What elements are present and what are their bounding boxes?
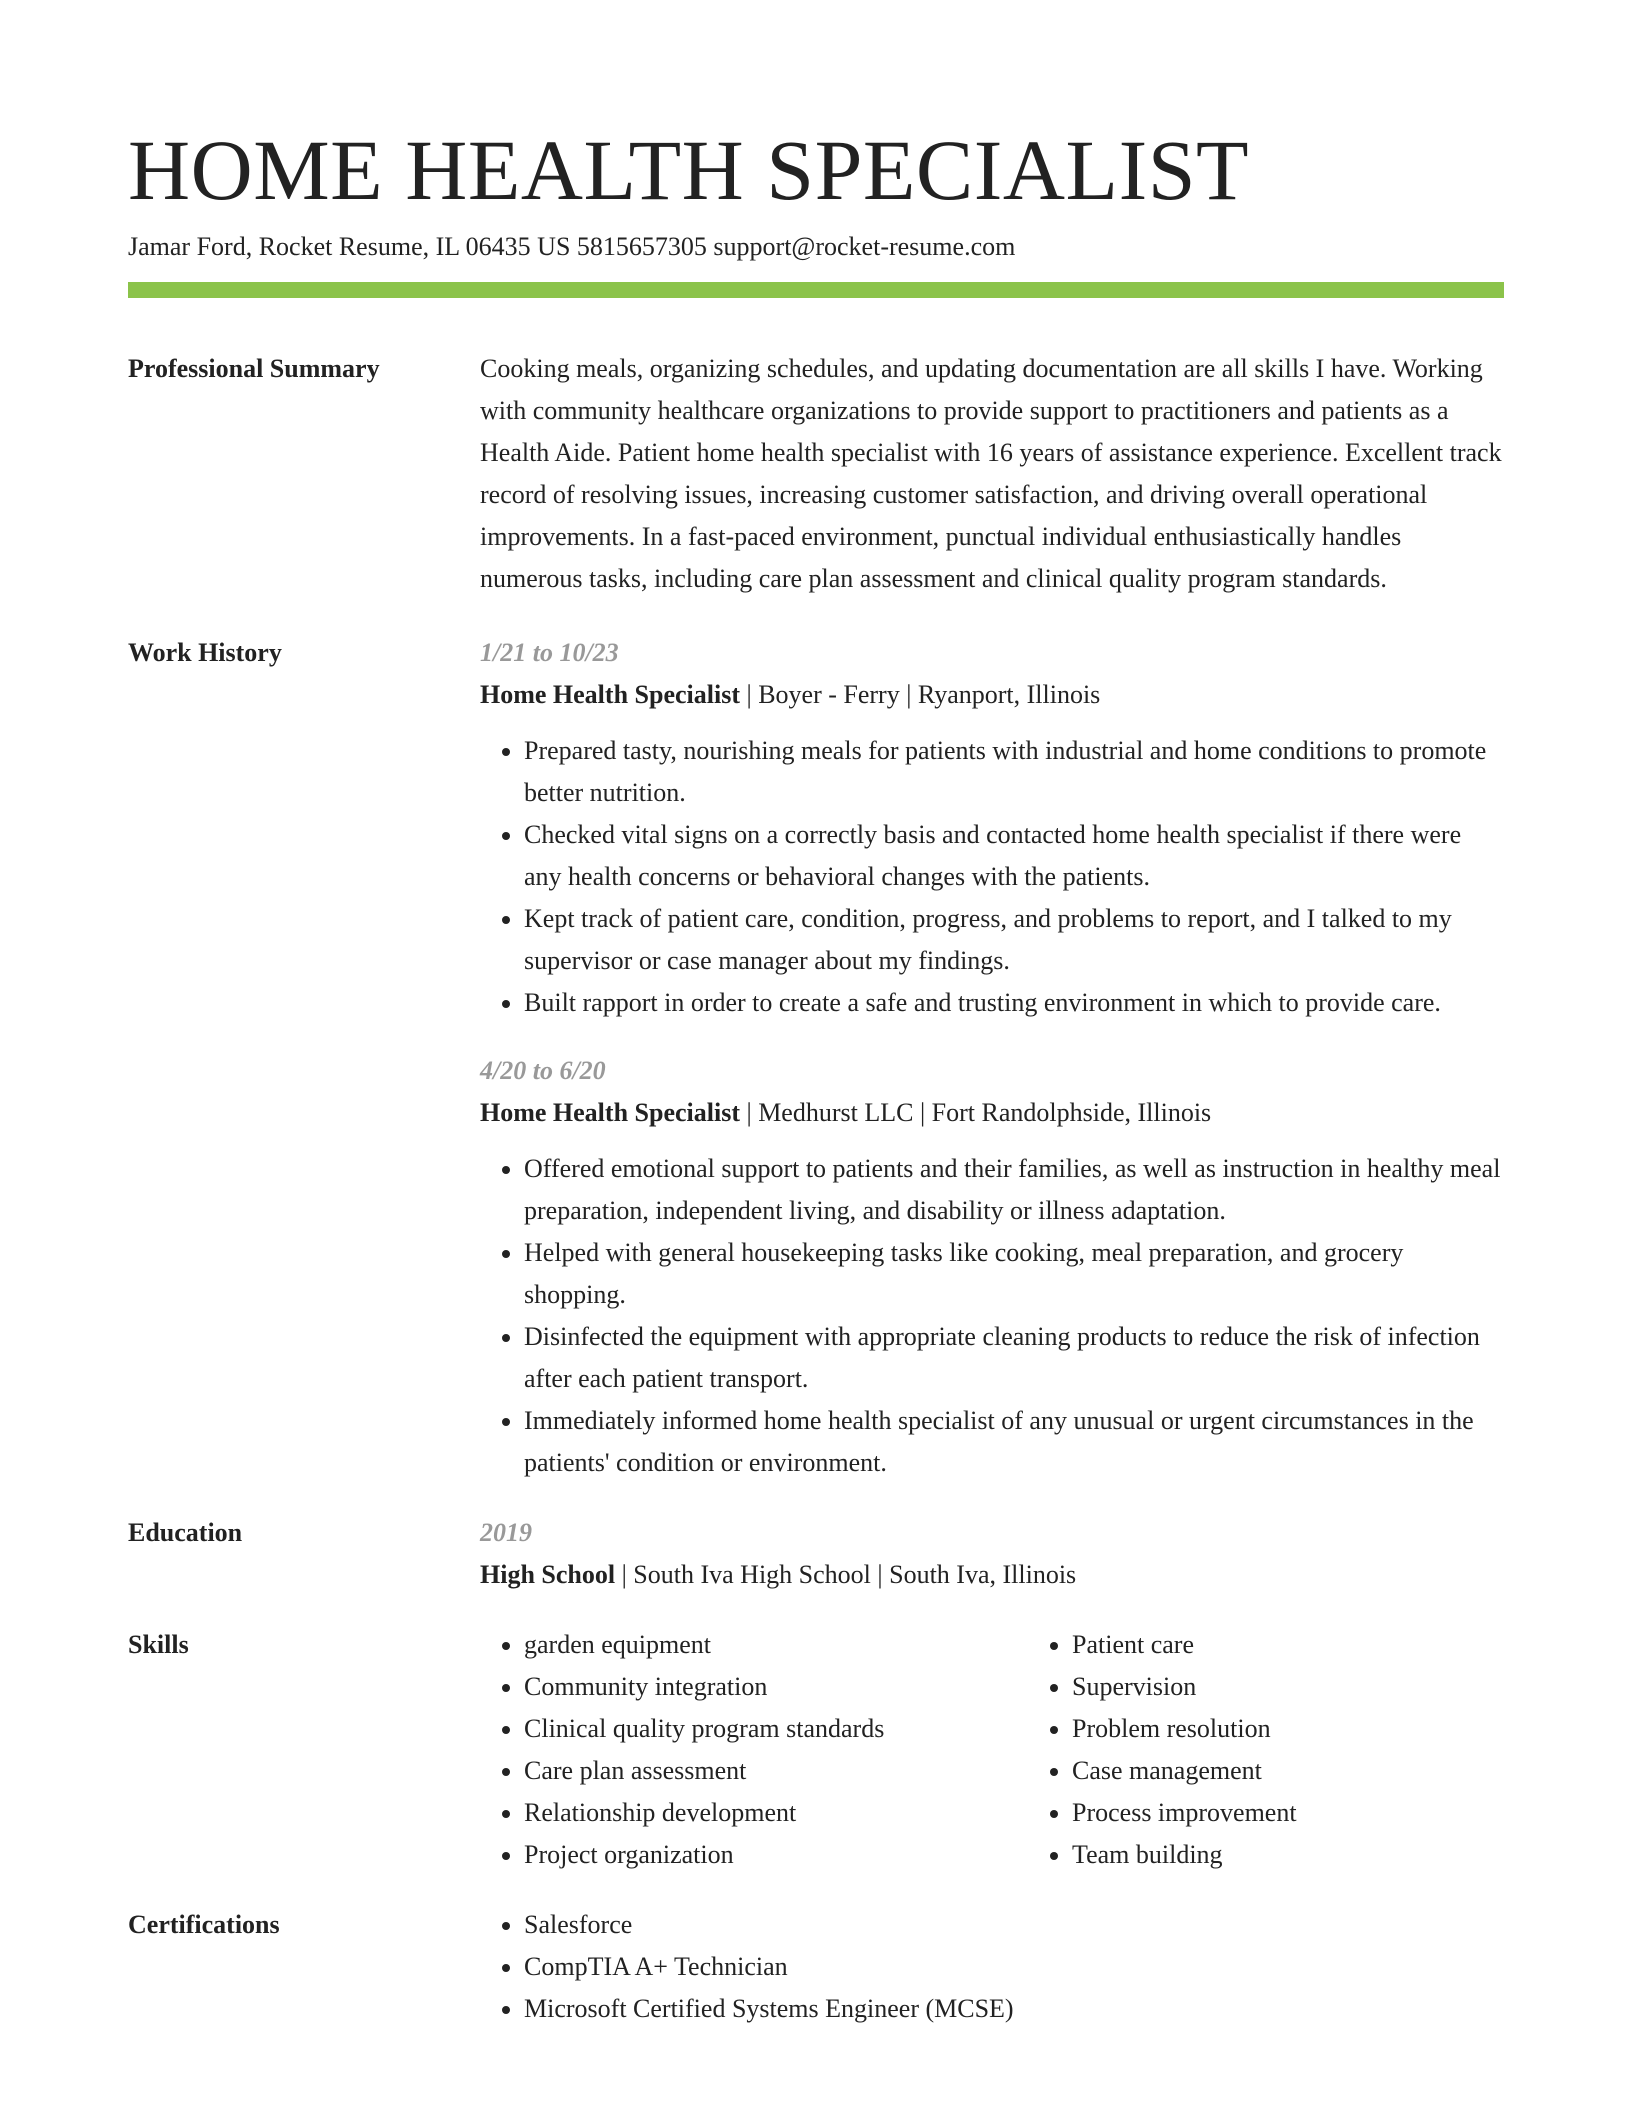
education-dates: 2019 — [480, 1518, 532, 1547]
skill-item: • Relationship development — [524, 1792, 984, 1834]
job-bullet: • Helped with general housekeeping tasks like cooking, meal preparation, and grocery shopping. — [524, 1232, 1504, 1316]
job-details: | Boyer - Ferry | Ryanport, Illinois — [739, 680, 1101, 709]
education-degree: High School — [480, 1560, 616, 1589]
skills-body — [480, 1624, 1532, 1876]
education-body — [480, 1512, 1504, 1596]
skill-item: • Process improvement — [1072, 1792, 1532, 1834]
job-entry — [480, 1050, 1504, 1484]
summary-section — [128, 348, 1504, 600]
job-dates: 1/21 to 10/23 — [480, 638, 619, 667]
job-bullet: • Kept track of patient care, condition, progress, and problems to report, and I talked to my supervisor or case manager about my findings. — [524, 898, 1504, 982]
job-heading — [480, 1092, 1504, 1134]
summary-text: Cooking meals, organizing schedules, and updating documentation are all skills I have. Working with community healthcare organizations to provide support to practitioners and patients as a Health Aide. Patient home health specialist with 16 years of assistance experience. Excellent track record of resolving issues, increasing customer satisfaction, and driving overall operational improvements. In a fast-paced environment, punctual individual enthusiastically handles numerous tasks, including care plan assessment and clinical quality program standards. — [480, 354, 1502, 593]
education-section — [128, 1512, 1504, 1596]
education-heading: Education — [128, 1518, 243, 1547]
resume-page — [128, 118, 1504, 2030]
job-bullet: • Offered emotional support to patients and their families, as well as instruction in healthy meal preparation, independent living, and disability or illness adaptation. — [524, 1148, 1504, 1232]
skills-list-right — [1028, 1624, 1532, 1876]
job-bullets — [480, 730, 1504, 1024]
skill-item: • Clinical quality program standards — [524, 1708, 984, 1750]
education-heading-line — [480, 1554, 1504, 1596]
job-title: Home Health Specialist — [480, 680, 740, 709]
skill-item: • Community integration — [524, 1666, 984, 1708]
contact-line: Jamar Ford, Rocket Resume, IL 06435 US 5815657305 support@rocket-resume.com — [128, 232, 1016, 261]
skill-item: • Problem resolution — [1072, 1708, 1532, 1750]
skills-section — [128, 1624, 1504, 1876]
job-dates: 4/20 to 6/20 — [480, 1056, 606, 1085]
job-title: Home Health Specialist — [480, 1098, 740, 1127]
skills-heading: Skills — [128, 1630, 189, 1659]
job-bullet: • Immediately informed home health specialist of any unusual or urgent circumstances in the patients' condition or environment. — [524, 1400, 1504, 1484]
job-details: | Medhurst LLC | Fort Randolphside, Illinois — [739, 1098, 1212, 1127]
job-entry — [480, 632, 1504, 1024]
skill-item: • Patient care — [1072, 1624, 1532, 1666]
job-bullet: • Checked vital signs on a correctly basis and contacted home health specialist if there were any health concerns or behavioral changes with the patients. — [524, 814, 1504, 898]
skill-item: • Case management — [1072, 1750, 1532, 1792]
summary-heading: Professional Summary — [128, 354, 380, 383]
job-heading — [480, 674, 1504, 716]
skills-list-left — [480, 1624, 984, 1876]
certification-item: • Microsoft Certified Systems Engineer (MCSE) — [524, 1988, 1504, 2030]
education-details: | South Iva High School | South Iva, Illinois — [615, 1560, 1077, 1589]
work-history-body — [480, 632, 1504, 1484]
certifications-body — [480, 1904, 1504, 2030]
skill-item: • Project organization — [524, 1834, 984, 1876]
certifications-heading: Certifications — [128, 1910, 280, 1939]
resume-title: HOME HEALTH SPECIALIST — [128, 122, 1250, 218]
certification-item: • Salesforce — [524, 1904, 1504, 1946]
job-bullets — [480, 1148, 1504, 1484]
job-bullet: • Built rapport in order to create a safe and trusting environment in which to provide care. — [524, 982, 1504, 1024]
certifications-list — [480, 1904, 1504, 2030]
skill-item: • Supervision — [1072, 1666, 1532, 1708]
skill-item: • garden equipment — [524, 1624, 984, 1666]
job-bullet: • Disinfected the equipment with appropriate cleaning products to reduce the risk of infection after each patient transport. — [524, 1316, 1504, 1400]
certification-item: • CompTIA A+ Technician — [524, 1946, 1504, 1988]
work-history-section — [128, 632, 1504, 1484]
skill-item: • Team building — [1072, 1834, 1532, 1876]
work-history-heading: Work History — [128, 638, 282, 667]
job-bullet: • Prepared tasty, nourishing meals for patients with industrial and home conditions to promote better nutrition. — [524, 730, 1504, 814]
accent-divider — [128, 282, 1504, 298]
certifications-section — [128, 1904, 1504, 2030]
skill-item: • Care plan assessment — [524, 1750, 984, 1792]
